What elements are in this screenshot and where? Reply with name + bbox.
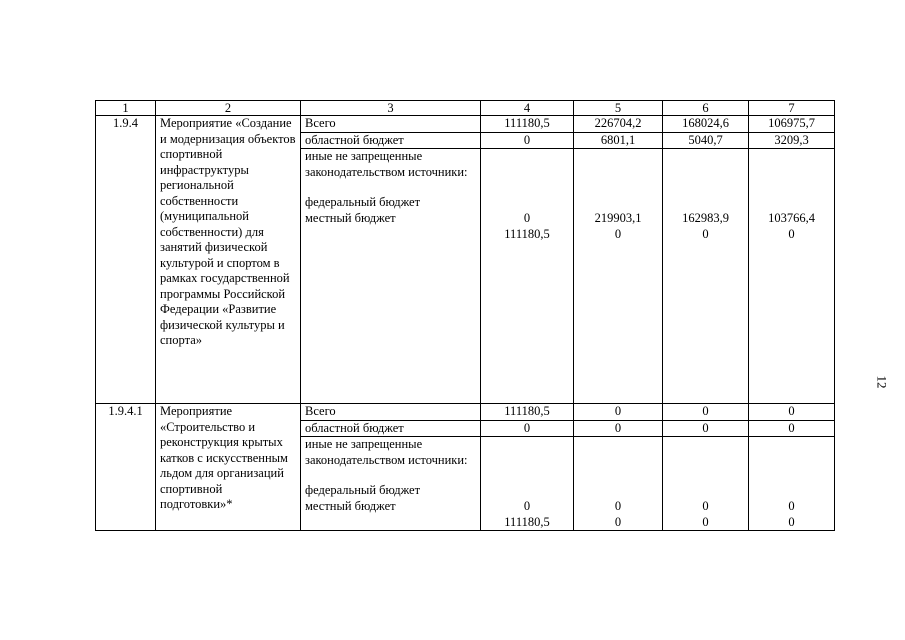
- federal-value: 0: [523, 499, 531, 513]
- header-cell: 3: [301, 101, 481, 116]
- total-value: 106975,7: [749, 116, 835, 133]
- local-value: 0: [702, 514, 709, 529]
- total-value: 111180,5: [481, 404, 574, 421]
- sources-values: [481, 437, 574, 531]
- regional-value: 0: [574, 420, 663, 437]
- row-code: 1.9.4.1: [96, 404, 156, 531]
- sources-values: [749, 437, 835, 531]
- row-name: Мероприятие «Строительство и реконструкция крытых катков с искусственным льдом для организаций спортивной подготовки»*: [156, 404, 301, 531]
- sources-values: [749, 149, 835, 404]
- regional-label: областной бюджет: [301, 420, 481, 437]
- local-value: 0: [788, 514, 795, 529]
- total-value: 0: [574, 404, 663, 421]
- header-cell: 7: [749, 101, 835, 116]
- local-value: 111180,5: [504, 226, 550, 241]
- local-value: 0: [614, 226, 622, 241]
- row-code: 1.9.4: [96, 116, 156, 404]
- regional-value: 5040,7: [663, 132, 749, 149]
- sources-values: [481, 149, 574, 404]
- header-row: [96, 101, 835, 116]
- federal-value: 219903,1: [594, 211, 642, 225]
- total-value: 0: [749, 404, 835, 421]
- total-label: Всего: [301, 116, 481, 133]
- regional-value: 0: [481, 132, 574, 149]
- table-row: [96, 404, 835, 421]
- regional-value: 6801,1: [574, 132, 663, 149]
- federal-value: 0: [788, 499, 795, 513]
- total-label: Всего: [301, 404, 481, 421]
- federal-value: 162983,9: [682, 211, 729, 225]
- header-cell: 6: [663, 101, 749, 116]
- regional-value: 0: [749, 420, 835, 437]
- header-cell: 5: [574, 101, 663, 116]
- federal-value: 0: [702, 499, 709, 513]
- table-row: [96, 116, 835, 133]
- sources-cell: [301, 437, 481, 531]
- local-value: 111180,5: [504, 514, 550, 529]
- federal-value: 103766,4: [768, 211, 815, 225]
- header-cell: 2: [156, 101, 301, 116]
- local-value: 0: [614, 514, 622, 529]
- local-label: местный бюджет: [305, 498, 396, 513]
- regional-value: 3209,3: [749, 132, 835, 149]
- regional-value: 0: [663, 420, 749, 437]
- regional-label: областной бюджет: [301, 132, 481, 149]
- sources-cell: [301, 149, 481, 404]
- regional-value: 0: [481, 420, 574, 437]
- budget-table: [95, 100, 835, 531]
- local-label: местный бюджет: [305, 210, 396, 225]
- federal-label: федеральный бюджет: [305, 195, 421, 209]
- local-value: 0: [702, 226, 709, 241]
- header-cell: 4: [481, 101, 574, 116]
- federal-value: 0: [614, 499, 622, 513]
- total-value: 168024,6: [663, 116, 749, 133]
- other-sources-label: иные не запрещенные законодательством источники:: [305, 437, 468, 467]
- page-number: 12: [874, 375, 890, 389]
- total-value: 0: [663, 404, 749, 421]
- header-cell: 1: [96, 101, 156, 116]
- federal-label: федеральный бюджет: [305, 483, 421, 497]
- row-name: Мероприятие «Создание и модернизация объектов спортивной инфраструктуры региональной собственности (муниципальной собственности) для занятий физической культурой и спортом в рамках государственной программы Российской Федерации «Развитие физической культуры и спорта»: [156, 116, 301, 404]
- local-value: 0: [788, 226, 795, 241]
- sources-values: [663, 149, 749, 404]
- sources-values: [574, 149, 663, 404]
- sources-values: [574, 437, 663, 531]
- total-value: 111180,5: [481, 116, 574, 133]
- federal-value: 0: [523, 211, 531, 225]
- sources-values: [663, 437, 749, 531]
- other-sources-label: иные не запрещенные законодательством источники:: [305, 149, 468, 179]
- total-value: 226704,2: [574, 116, 663, 133]
